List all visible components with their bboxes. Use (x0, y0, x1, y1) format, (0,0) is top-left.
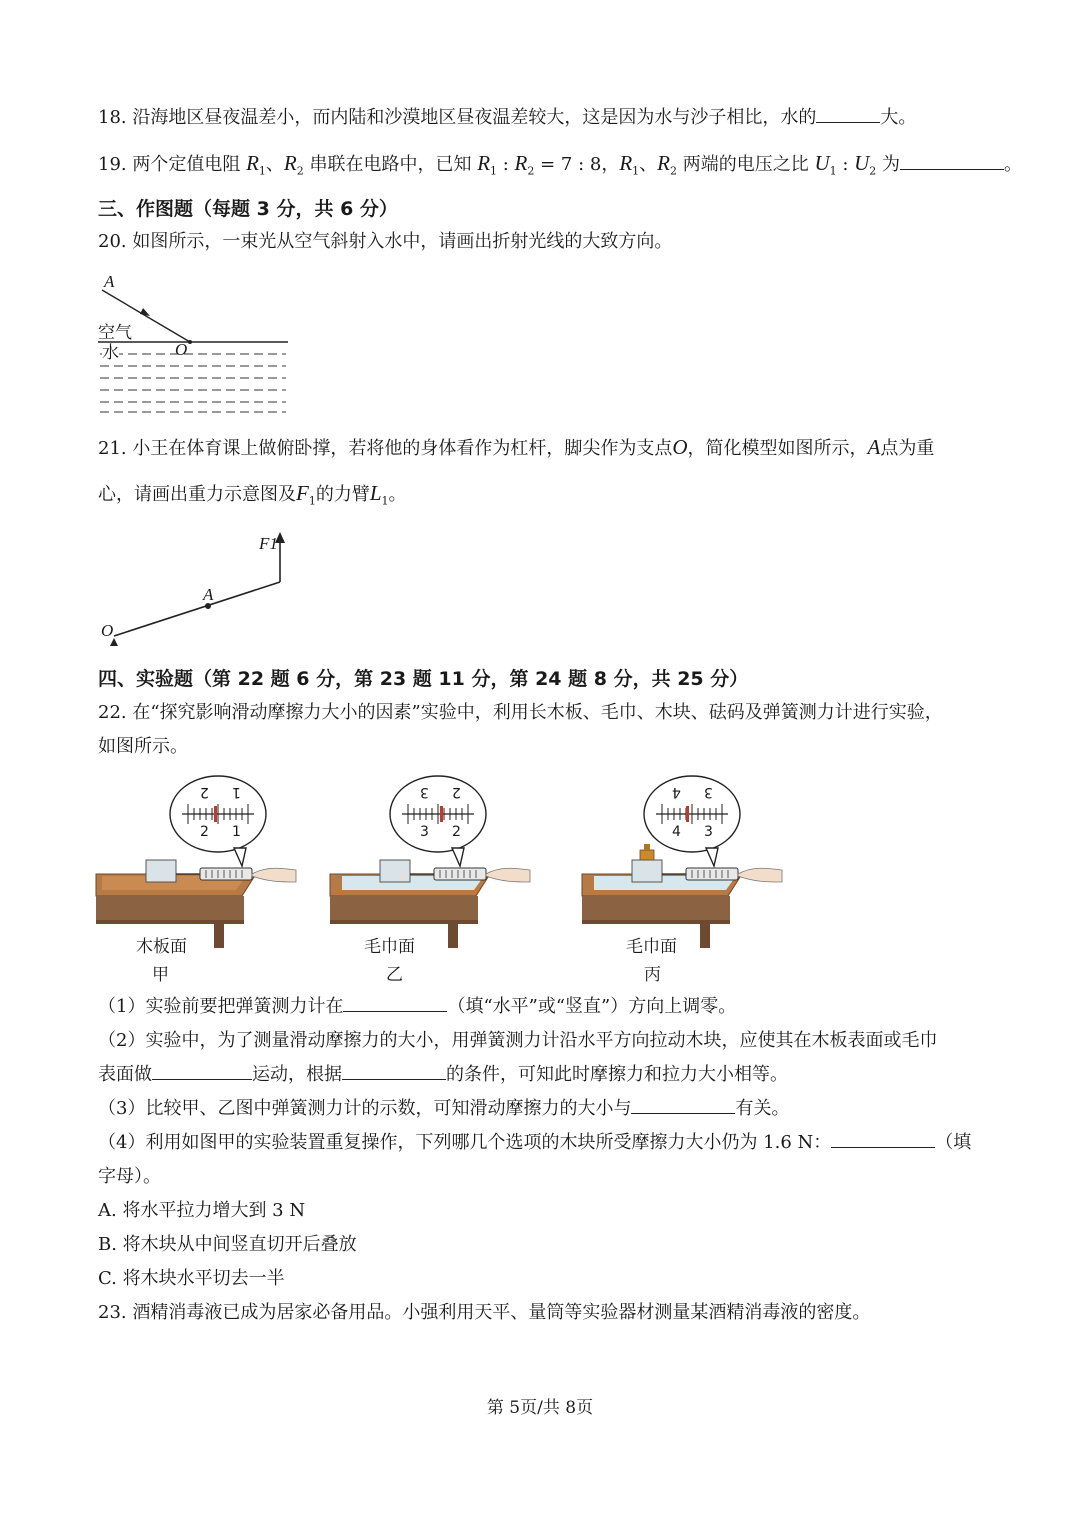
scale-tick-left: 3 (420, 784, 429, 800)
label-f1: F1 (259, 534, 278, 553)
figure-caption: 乙 (386, 965, 403, 985)
figure-surface-label: 木板面 (136, 937, 187, 957)
answer-blank[interactable] (631, 1097, 735, 1114)
scale-tick-left: 2 (200, 784, 209, 800)
q19-line: 19. 两个定值电阻 $R_1$、$R_2$ 串联在电路中，已知 $R_1$ : $R_2 = 7$ : 8，$R_1$、$R_2$ 两端的电压之比 $U_1$ : $U_2$ 为 。 (98, 151, 1023, 178)
scale-tick-left: 4 (672, 784, 681, 800)
answer-blank[interactable] (152, 1063, 252, 1080)
figure-caption: 甲 (152, 965, 169, 985)
option-c: C. 将木块水平切去一半 (98, 1268, 285, 1289)
scale-tick-right: 1 (232, 824, 241, 840)
label-a: A (203, 585, 214, 604)
q22-sub4: （4）利用如图甲的实验装置重复操作，下列哪几个选项的木块所受摩擦力大小仍为 1.6 N： （填 (98, 1132, 972, 1153)
experiment-figure-yi (330, 770, 540, 950)
section-title: 三、作图题（每题 3 分，共 6 分） (98, 198, 398, 220)
q22-sub2-cont: 表面做 运动，根据 的条件，可知此时摩擦力和拉力大小相等。 (98, 1064, 788, 1085)
q23-text: 23. 酒精消毒液已成为居家必备用品。小强利用天平、量筒等实验器材测量某酒精消毒液的密度。 (98, 1302, 871, 1323)
section-title: 四、实验题（第 22 题 6 分，第 23 题 11 分，第 24 题 8 分，共 25 分） (98, 668, 749, 690)
q22-intro: 22. 在“探究影响滑动摩擦力大小的因素”实验中，利用长木板、毛巾、木块、砝码及弹簧测力计进行实验， (98, 702, 943, 723)
q22-sub1: （1）实验前要把弹簧测力计在 （填“水平”或“竖直”）方向上调零。 (98, 996, 737, 1017)
answer-blank[interactable] (900, 153, 1004, 170)
q22-sub4-cont: 字母）。 (98, 1166, 161, 1187)
label-o: O (175, 340, 188, 359)
scale-tick-right: 2 (452, 824, 461, 840)
q21-line1: 21. 小王在体育课上做俯卧撑，若将他的身体看作为杠杆，脚尖作为支点O，简化模型如图所示，A点为重 (98, 435, 935, 459)
scale-tick-right: 1 (232, 784, 241, 800)
answer-blank[interactable] (343, 995, 447, 1012)
scale-tick-right: 2 (452, 784, 461, 800)
scale-tick-right: 3 (704, 824, 713, 840)
q21-line2: 心，请画出重力示意图及$F_1$的力臂$L_1$。 (98, 481, 407, 508)
refraction-figure (96, 270, 296, 420)
q22-intro: 如图所示。 (98, 736, 188, 757)
answer-blank[interactable] (831, 1131, 935, 1148)
scale-tick-right: 3 (704, 784, 713, 800)
q22-sub3: （3）比较甲、乙图中弹簧测力计的示数，可知滑动摩擦力的大小与 有关。 (98, 1098, 790, 1119)
scale-tick-left: 4 (672, 824, 681, 840)
label-a: A (104, 272, 115, 291)
label-water: 水 (102, 343, 119, 363)
answer-blank[interactable] (816, 106, 880, 123)
figure-surface-label: 毛巾面 (626, 937, 677, 957)
label-o: O (101, 621, 114, 640)
page-number: 第 5页/共 8页 (486, 1398, 594, 1418)
q22-sub2: （2）实验中，为了测量滑动摩擦力的大小，用弹簧测力计沿水平方向拉动木块，应使其在木板表面或毛巾 (98, 1030, 938, 1051)
q20-text: 20. 如图所示，一束光从空气斜射入水中，请画出折射光线的大致方向。 (98, 231, 673, 252)
label-air: 空气 (98, 323, 132, 343)
q18-line: 18. 沿海地区昼夜温差小，而内陆和沙漠地区昼夜温差较大，这是因为水与沙子相比，水的 大。 (98, 107, 917, 128)
scale-tick-left: 3 (420, 824, 429, 840)
option-b: B. 将木块从中间竖直切开后叠放 (98, 1234, 357, 1255)
scale-tick-left: 2 (200, 824, 209, 840)
figure-surface-label: 毛巾面 (364, 937, 415, 957)
answer-blank[interactable] (342, 1063, 446, 1080)
option-a: A. 将水平拉力增大到 3 N (98, 1200, 306, 1221)
experiment-figure-bing (582, 770, 792, 950)
figure-caption: 丙 (644, 965, 661, 985)
